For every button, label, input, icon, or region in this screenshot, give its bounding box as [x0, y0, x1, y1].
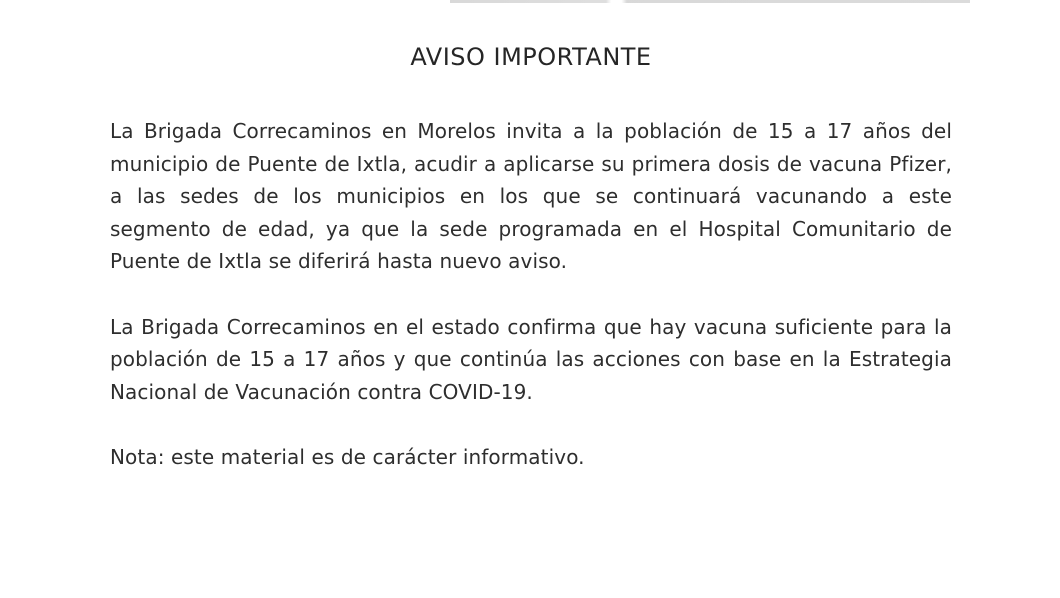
- notice-note: Nota: este material es de carácter informativo.: [110, 445, 585, 469]
- notice-paragraph-vaccine-supply: La Brigada Correcaminos en el estado confirma que hay vacuna suficiente para la población de 15 a 17 años y que continúa las acciones con base en la Estrategia Nacional de Vacunación contra COVID-19.: [110, 314, 952, 404]
- notice-title: AVISO IMPORTANTE: [410, 43, 652, 71]
- notice-paragraph-vaccination-sites: La Brigada Correcaminos en Morelos invita a la población de 15 a 17 años del municipio de Puente de Ixtla, acudir a aplicarse su primera dosis de vacuna Pfizer, a las sedes de los municipios en los que se continuará vacunando a este segmento de edad, ya que la sede programada en el Hospital Comunitario de Puente de Ixtla se diferirá hasta nuevo aviso.: [110, 119, 952, 273]
- notice-document: [110, 0, 952, 474]
